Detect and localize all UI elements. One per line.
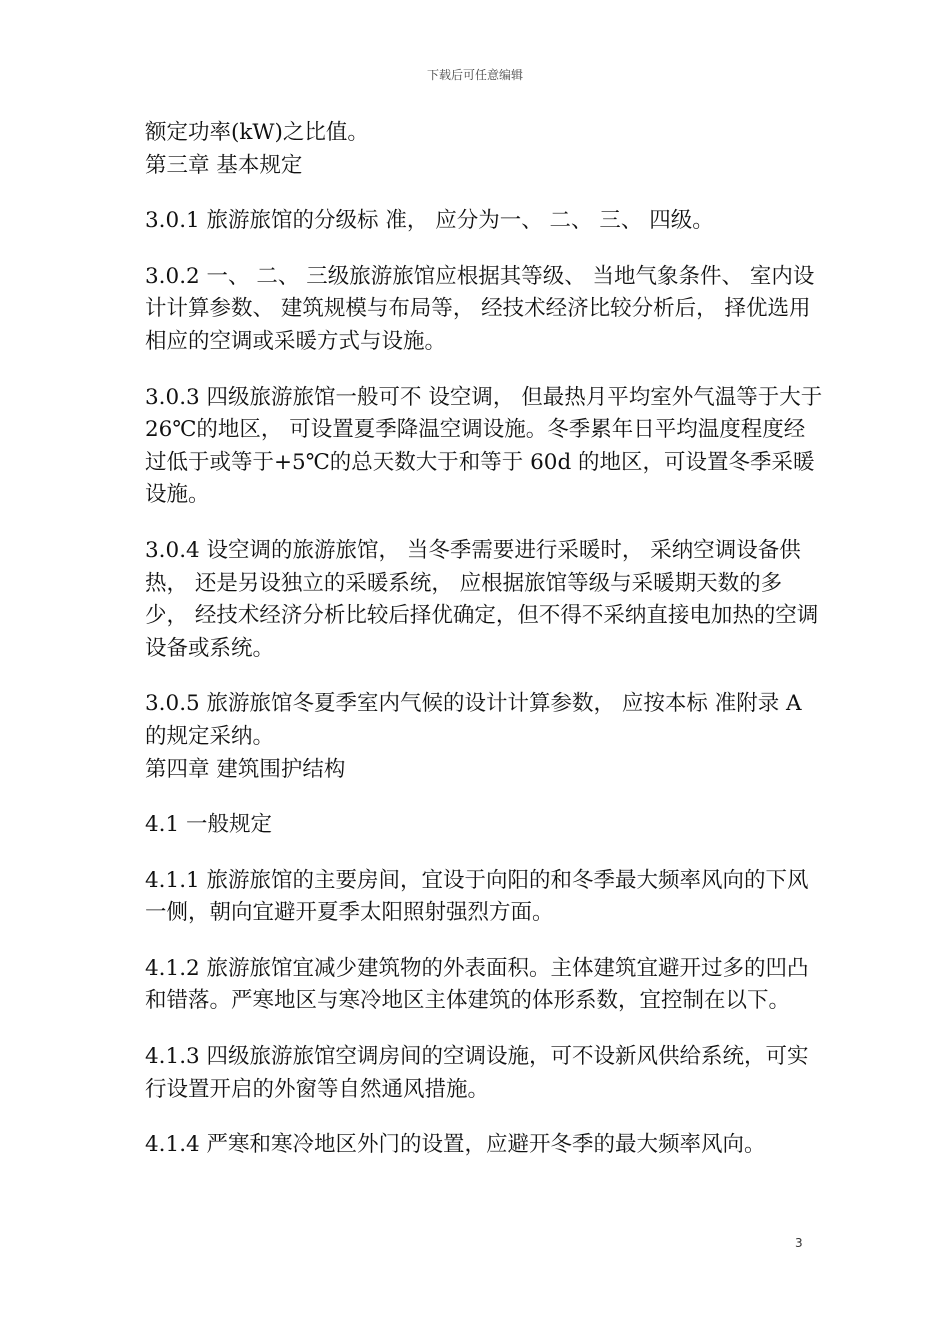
clause-3-0-3: 3.0.3 四级旅游旅馆一般可不 设空调， 但最热月平均室外气温等于大于 26℃的地区， 可设置夏季降温空调设施。冬季累年日平均温度程度经过低于或等于+5℃的总天数大于和等于 60d 的地区，可设置冬季采暖设施。 [145, 384, 823, 508]
paragraph-continuation: 额定功率(kW)之比值。 [145, 120, 369, 145]
clause-3-0-1: 3.0.1 旅游旅馆的分级标 准， 应分为一、 二、 三、 四级。 [145, 208, 714, 234]
chapter-3-heading: 第三章 基本规定 [145, 152, 303, 178]
clause-4-1-1: 4.1.1 旅游旅馆的主要房间，宜设于向阳的和冬季最大频率风向的下风一侧，朝向宜避开夏季太阳照射强烈方面。 [145, 867, 809, 926]
clause-3-0-2: 3.0.2 一、 二、 三级旅游旅馆应根据其等级、 当地气象条件、 室内设计计算参数、 建筑规模与布局等， 经技术经济比较分析后， 择优选用相应的空调或采暖方式与设施。 [145, 263, 815, 354]
clause-3-0-4: 3.0.4 设空调的旅游旅馆， 当冬季需要进行采暖时， 采纳空调设备供热， 还是另设独立的采暖系统， 应根据旅馆等级与采暖期天数的多少， 经技术经济分析比较后择优确定，但不得不采纳直接电加热的空调设备或系统。 [145, 537, 819, 661]
clause-4-1-2: 4.1.2 旅游旅馆宜减少建筑物的外表面积。主体建筑宜避开过多的凹凸和错落。严寒地区与寒冷地区主体建筑的体形系数，宜控制在以下。 [145, 955, 809, 1014]
section-4-1-heading: 4.1 一般规定 [145, 812, 273, 838]
chapter-4-heading: 第四章 建筑围护结构 [145, 756, 346, 782]
document-body [145, 117, 825, 1162]
clause-4-1-3: 4.1.3 四级旅游旅馆空调房间的空调设施，可不设新风供给系统，可实行设置开启的外窗等自然通风措施。 [145, 1044, 809, 1102]
page-header: 下载后可任意编辑 [426, 68, 523, 82]
page-number: 3 [795, 1236, 803, 1250]
clause-3-0-5: 3.0.5 旅游旅馆冬夏季室内气候的设计计算参数， 应按本标 准附录 A 的规定采纳。 [145, 691, 802, 749]
clause-4-1-4: 4.1.4 严寒和寒冷地区外门的设置，应避开冬季的最大频率风向。 [145, 1132, 766, 1158]
